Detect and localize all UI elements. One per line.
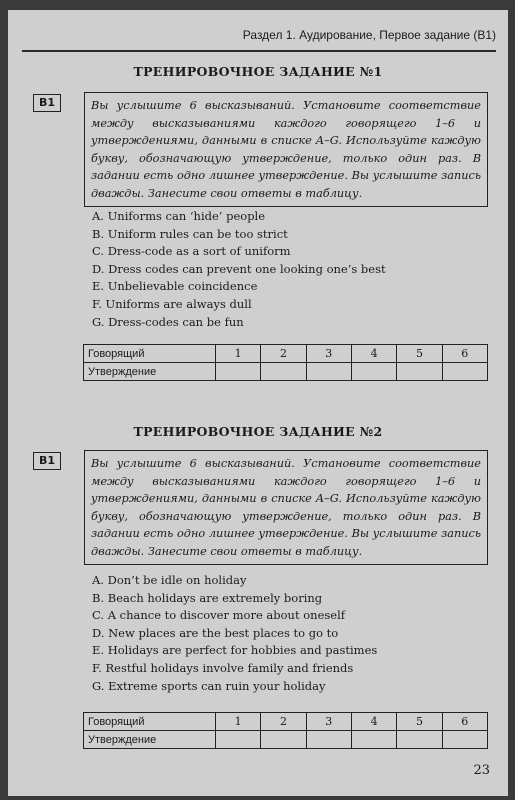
answer-cell[interactable] — [215, 363, 260, 381]
task-2-instruction: Вы услышите 6 высказываний. Установите соответствие между высказываниями каждого говорящего 1–6 и утверждениями, данными в списке A–G. Используйте каждую букву, обозначающую утверждение, только один раз. В задании есть одно лишнее утверждение. Вы услышите запись дважды. Занесите свои ответы в таблицу. — [84, 450, 488, 565]
speaker-number: 1 — [215, 345, 260, 363]
task-1-label: B1 — [33, 94, 61, 112]
table-row — [84, 363, 488, 381]
speaker-number: 5 — [397, 713, 442, 731]
speaker-number: 5 — [397, 345, 442, 363]
option-item: E. Holidays are perfect for hobbies and pastimes — [92, 643, 378, 658]
option-item: D. New places are the best places to go to — [92, 625, 339, 640]
answer-cell[interactable] — [351, 363, 396, 381]
task-2-label: B1 — [33, 452, 61, 470]
speaker-header: Говорящий — [84, 345, 216, 363]
answer-cell[interactable] — [397, 731, 442, 749]
answer-cell[interactable] — [306, 731, 351, 749]
page-number: 23 — [473, 763, 490, 778]
option-item: A. Uniforms can ‘hide’ people — [92, 209, 266, 223]
answer-cell[interactable] — [215, 731, 260, 749]
option-item: D. Dress codes can prevent one looking one’s best — [92, 261, 386, 276]
option-item: F. Uniforms are always dull — [92, 296, 252, 311]
speaker-number: 3 — [306, 345, 351, 363]
task-2-options — [92, 572, 377, 695]
speaker-number: 6 — [442, 345, 487, 363]
answer-cell[interactable] — [306, 363, 351, 381]
answer-cell[interactable] — [397, 363, 442, 381]
speaker-number: 2 — [261, 713, 306, 731]
book-page — [8, 10, 508, 796]
speaker-number: 1 — [215, 713, 260, 731]
speaker-header: Говорящий — [84, 713, 216, 731]
option-item: G. Extreme sports can ruin your holiday — [92, 678, 326, 693]
option-item: E. Unbelievable coincidence — [92, 279, 258, 294]
option-item: B. Beach holidays are extremely boring — [92, 590, 323, 605]
section-header: Раздел 1. Аудирование, Первое задание (В1) — [22, 26, 496, 52]
option-item: A. Don’t be idle on holiday — [92, 573, 247, 587]
task-2-title: ТРЕНИРОВОЧНОЕ ЗАДАНИЕ №2 — [133, 424, 383, 439]
speaker-number: 4 — [351, 713, 396, 731]
option-item: B. Uniform rules can be too strict — [92, 226, 288, 241]
answer-cell[interactable] — [351, 731, 396, 749]
answer-cell[interactable] — [442, 363, 487, 381]
task-1-answer-table — [83, 344, 488, 381]
option-item: C. A chance to discover more about oneself — [92, 608, 346, 623]
task-1-title: ТРЕНИРОВОЧНОЕ ЗАДАНИЕ №1 — [133, 64, 383, 79]
statement-header: Утверждение — [84, 363, 216, 381]
speaker-number: 2 — [261, 345, 306, 363]
option-item: F. Restful holidays involve family and friends — [92, 660, 354, 675]
speaker-number: 4 — [351, 345, 396, 363]
answer-cell[interactable] — [442, 731, 487, 749]
table-row — [84, 345, 488, 363]
option-item: G. Dress-codes can be fun — [92, 314, 244, 329]
statement-header: Утверждение — [84, 731, 216, 749]
task-1-instruction: Вы услышите 6 высказываний. Установите соответствие между высказываниями каждого говорящего 1–6 и утверждениями, данными в списке A–G. Используйте каждую букву, обозначающую утверждение, только один раз. В задании есть одно лишнее утверждение. Вы услышите запись дважды. Занесите свои ответы в таблицу. — [84, 92, 488, 207]
answer-cell[interactable] — [261, 363, 306, 381]
option-item: C. Dress-code as a sort of uniform — [92, 244, 291, 259]
task-2-answer-table — [83, 712, 488, 749]
speaker-number: 6 — [442, 713, 487, 731]
task-1-options — [92, 208, 386, 331]
answer-cell[interactable] — [261, 731, 306, 749]
speaker-number: 3 — [306, 713, 351, 731]
table-row — [84, 713, 488, 731]
table-row — [84, 731, 488, 749]
